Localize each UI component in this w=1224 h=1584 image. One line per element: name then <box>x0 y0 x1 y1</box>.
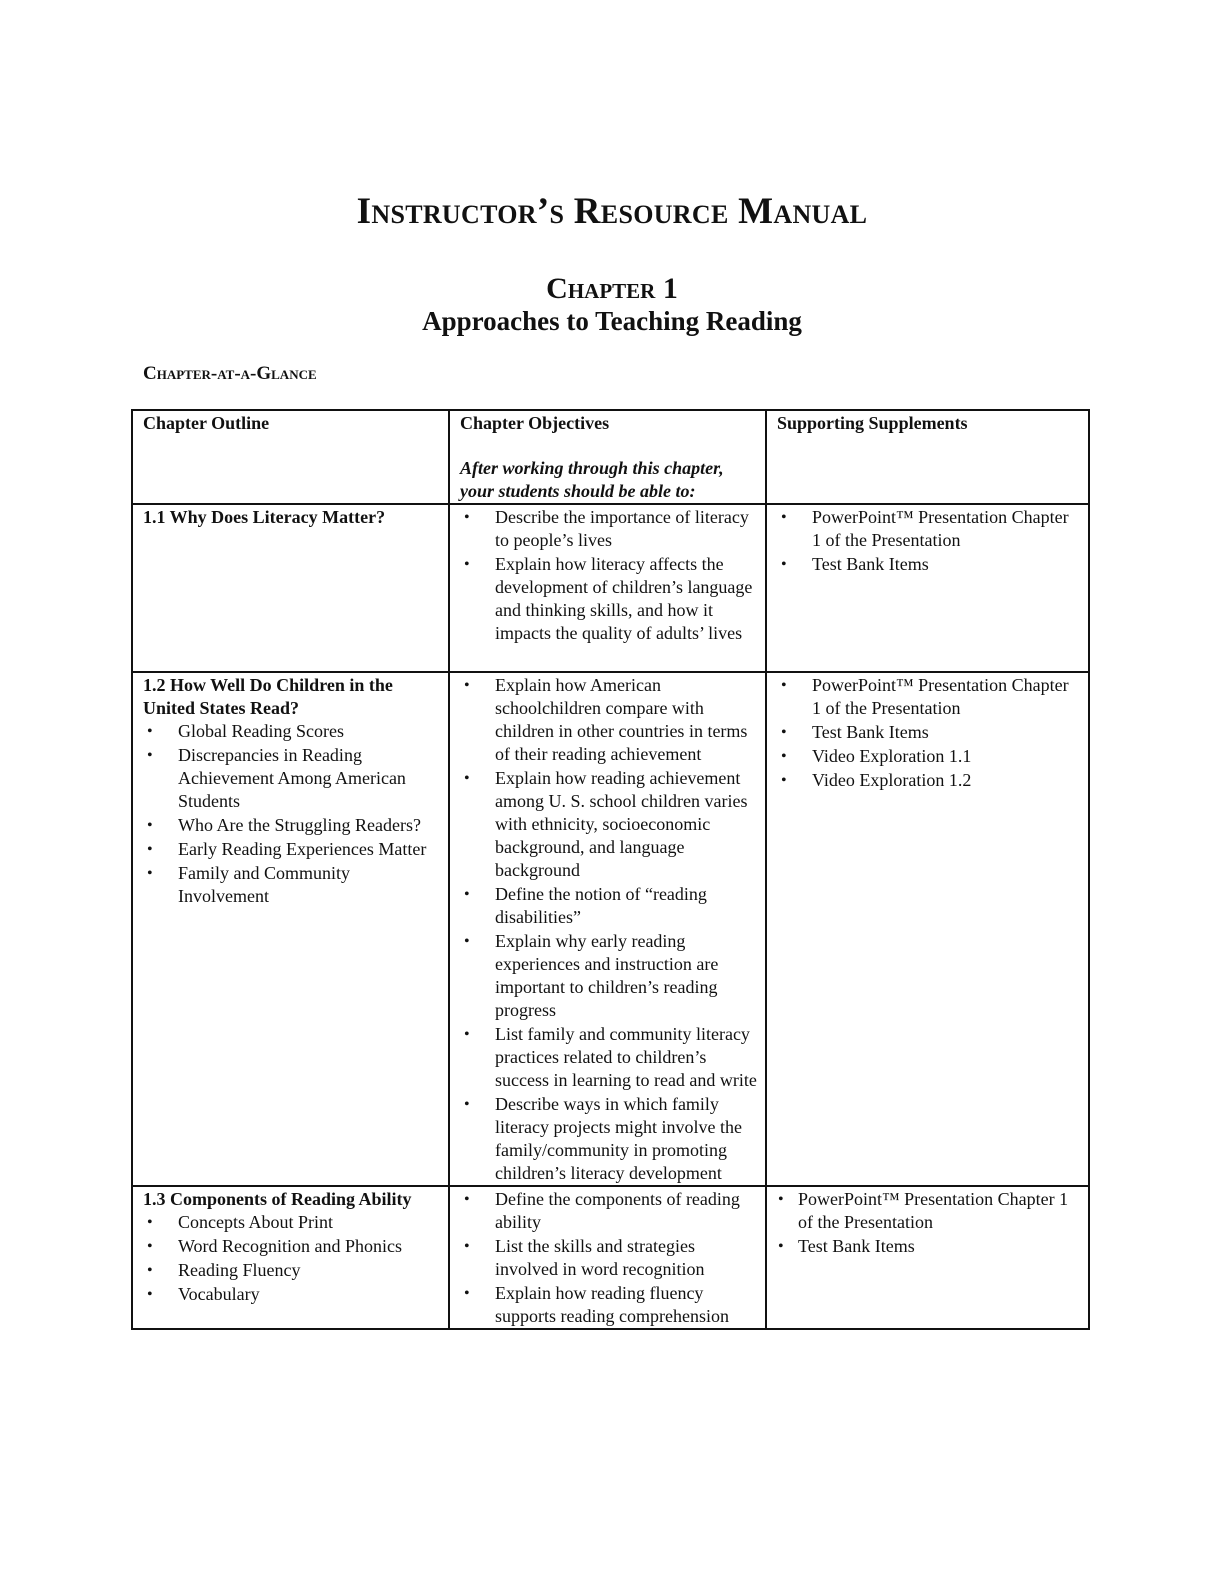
list-item: • Vocabulary <box>143 1283 440 1306</box>
list-item: • Describe ways in which family literacy projects might involve the family/community in promoting children’s literacy development <box>460 1093 757 1185</box>
supplements-list <box>777 506 1080 576</box>
list-item: • Define the components of reading ability <box>460 1188 757 1234</box>
supplements-list <box>777 674 1080 792</box>
list-item: • Explain how reading fluency supports reading comprehension <box>460 1282 757 1328</box>
objectives-cell <box>449 672 766 1186</box>
list-item: • Global Reading Scores <box>143 720 440 743</box>
list-item: • Concepts About Print <box>143 1211 440 1234</box>
list-item: • Word Recognition and Phonics <box>143 1235 440 1258</box>
header-chapter-objectives <box>449 410 766 504</box>
chapter-title: Approaches to Teaching Reading <box>422 306 802 336</box>
objectives-cell <box>449 504 766 672</box>
outline-list <box>143 720 440 908</box>
table-row <box>132 1186 1089 1329</box>
header-objectives-label: Chapter Objectives <box>460 413 610 433</box>
list-item: • Discrepancies in Reading Achievement Among American Students <box>143 744 440 813</box>
list-item: • Test Bank Items <box>777 553 1080 576</box>
header-supporting-supplements: Supporting Supplements <box>766 410 1089 504</box>
list-item: • Early Reading Experiences Matter <box>143 838 440 861</box>
section-title: 1.1 Why Does Literacy Matter? <box>143 507 386 527</box>
list-item: • Explain how literacy affects the development of children’s language and thinking skills, and how it impacts the quality of adults’ lives <box>460 553 757 645</box>
table-row <box>132 672 1089 1186</box>
list-item: • Explain why early reading experiences and instruction are important to children’s reading progress <box>460 930 757 1022</box>
outline-cell <box>132 1186 449 1329</box>
list-item: • Family and Community Involvement <box>143 862 440 908</box>
chapter-at-a-glance-heading: Chapter-at-a-Glance <box>143 363 317 384</box>
header-chapter-outline: Chapter Outline <box>132 410 449 504</box>
table-row <box>132 504 1089 672</box>
objectives-list <box>460 1188 757 1328</box>
header-objectives-subtitle: After working through this chapter, your students should be able to: <box>460 458 724 501</box>
list-item: • Test Bank Items <box>777 721 1080 744</box>
list-item: • Explain how American schoolchildren compare with children in other countries in terms of their reading achievement <box>460 674 757 766</box>
list-item: • Test Bank Items <box>777 1235 1080 1258</box>
objectives-cell <box>449 1186 766 1329</box>
outline-cell <box>132 672 449 1186</box>
list-item: • List the skills and strategies involved in word recognition <box>460 1235 757 1281</box>
list-item: • Describe the importance of literacy to people’s lives <box>460 506 757 552</box>
chapter-number: Chapter 1 <box>546 272 678 305</box>
list-item: • PowerPoint™ Presentation Chapter 1 of the Presentation <box>777 1188 1080 1234</box>
list-item: • Define the notion of “reading disabilities” <box>460 883 757 929</box>
outline-list <box>143 1211 440 1306</box>
list-item: • Video Exploration 1.2 <box>777 769 1080 792</box>
supplements-list <box>777 1188 1080 1258</box>
supplements-cell <box>766 504 1089 672</box>
list-item: • Explain how reading achievement among U. S. school children varies with ethnicity, socioeconomic background, and language background <box>460 767 757 882</box>
supplements-cell <box>766 1186 1089 1329</box>
outline-cell <box>132 504 449 672</box>
list-item: • PowerPoint™ Presentation Chapter 1 of the Presentation <box>777 674 1080 720</box>
section-title: 1.2 How Well Do Children in the United States Read? <box>143 675 393 718</box>
document-title: Instructor’s Resource Manual <box>356 191 868 232</box>
section-title: 1.3 Components of Reading Ability <box>143 1189 412 1209</box>
chapter-at-a-glance-table <box>131 409 1090 1330</box>
list-item: • Reading Fluency <box>143 1259 440 1282</box>
list-item: • Who Are the Struggling Readers? <box>143 814 440 837</box>
supplements-cell <box>766 672 1089 1186</box>
list-item: • PowerPoint™ Presentation Chapter 1 of the Presentation <box>777 506 1080 552</box>
objectives-list <box>460 506 757 645</box>
objectives-list <box>460 674 757 1185</box>
table-header-row <box>132 410 1089 504</box>
list-item: • Video Exploration 1.1 <box>777 745 1080 768</box>
list-item: • List family and community literacy practices related to children’s success in learning to read and write <box>460 1023 757 1092</box>
